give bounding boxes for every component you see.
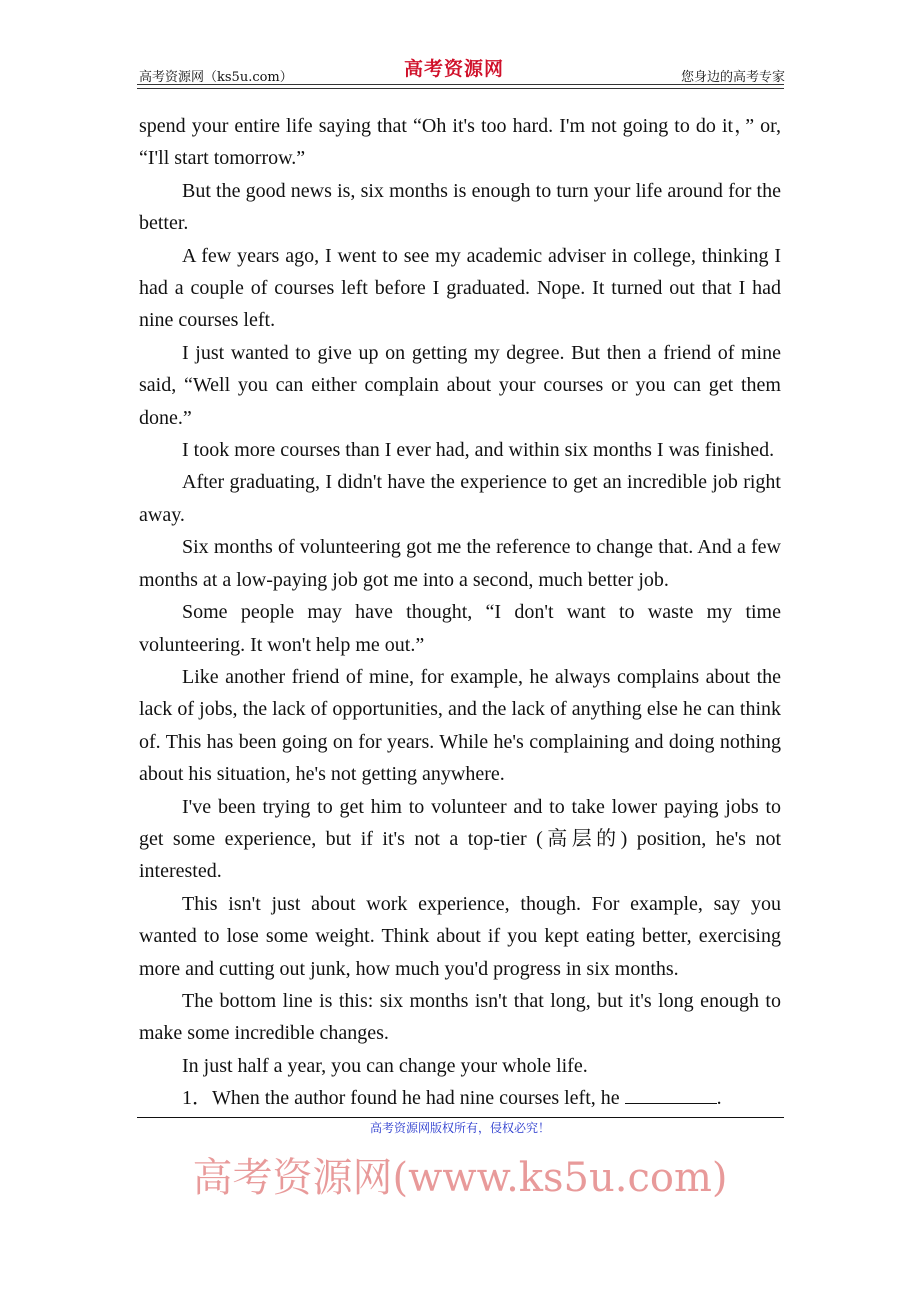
paragraph: In just half a year, you can change your whole life. [182,1054,588,1077]
paragraph: I just wanted to give up on getting my degree. But then a friend of mine said, “Well you can either complain about your courses or you can get them done.” [139,341,781,429]
article-body [139,110,781,1115]
header-divider [137,84,784,89]
paragraph: Six months of volunteering got me the reference to change that. And a few months at a low-paying job got me into a second, much better job. [139,536,781,591]
footer-copyright: 高考资源网版权所有，侵权必究！ [369,1120,550,1135]
paragraph: But the good news is, six months is enough to turn your life around for the better. [139,179,781,235]
paragraph: This isn't just about work experience, though. For example, say you wanted to lose some weight. Think about if you kept eating better, exercising more and cutting out junk, how much you'd progress in six months. [139,892,781,980]
paragraph: I took more courses than I ever had, and within six months I was finished. [182,439,775,462]
header-logo: 高考资源网 [404,58,505,80]
paragraph: Like another friend of mine, for example, he always complains about the lack of jobs, the lack of opportunities, and the lack of anything else he can think of. This has been going on for years. While he's complaining and doing nothing about his situation, he's not getting anywhere. [139,665,781,786]
page-header [0,0,920,110]
watermark: 高考资源网(www.ks5u.com) [192,1154,728,1201]
question-1 [139,1082,781,1114]
question-text: 1．When the author found he had nine courses left, he [182,1087,625,1110]
paragraph: The bottom line is this: six months isn't that long, but it's long enough to make some incredible changes. [139,989,781,1045]
header-site-name: 高考资源网（ks5u.com） [139,70,293,85]
paragraph: spend your entire life saying that “Oh it's too hard. I'm not going to do it，” or, “I'll start tomorrow.” [139,115,781,170]
paragraph: After graduating, I didn't have the experience to get an incredible job right away. [139,471,781,526]
answer-blank [625,1085,717,1104]
paragraph: A few years ago, I went to see my academic adviser in college, thinking I had a couple of courses left before I graduated. Nope. It turned out that I had nine courses left. [139,244,781,332]
question-end: . [716,1087,722,1110]
footer-divider [137,1117,784,1118]
header-slogan: 您身边的高考专家 [680,70,785,85]
paragraph: I've been trying to get him to volunteer and to take lower paying jobs to get some experience, but if it's not a top-tier (高层的) position, he's not interested. [139,795,781,883]
paragraph: Some people may have thought, “I don't want to waste my time volunteering. It won't help me out.” [139,601,781,656]
